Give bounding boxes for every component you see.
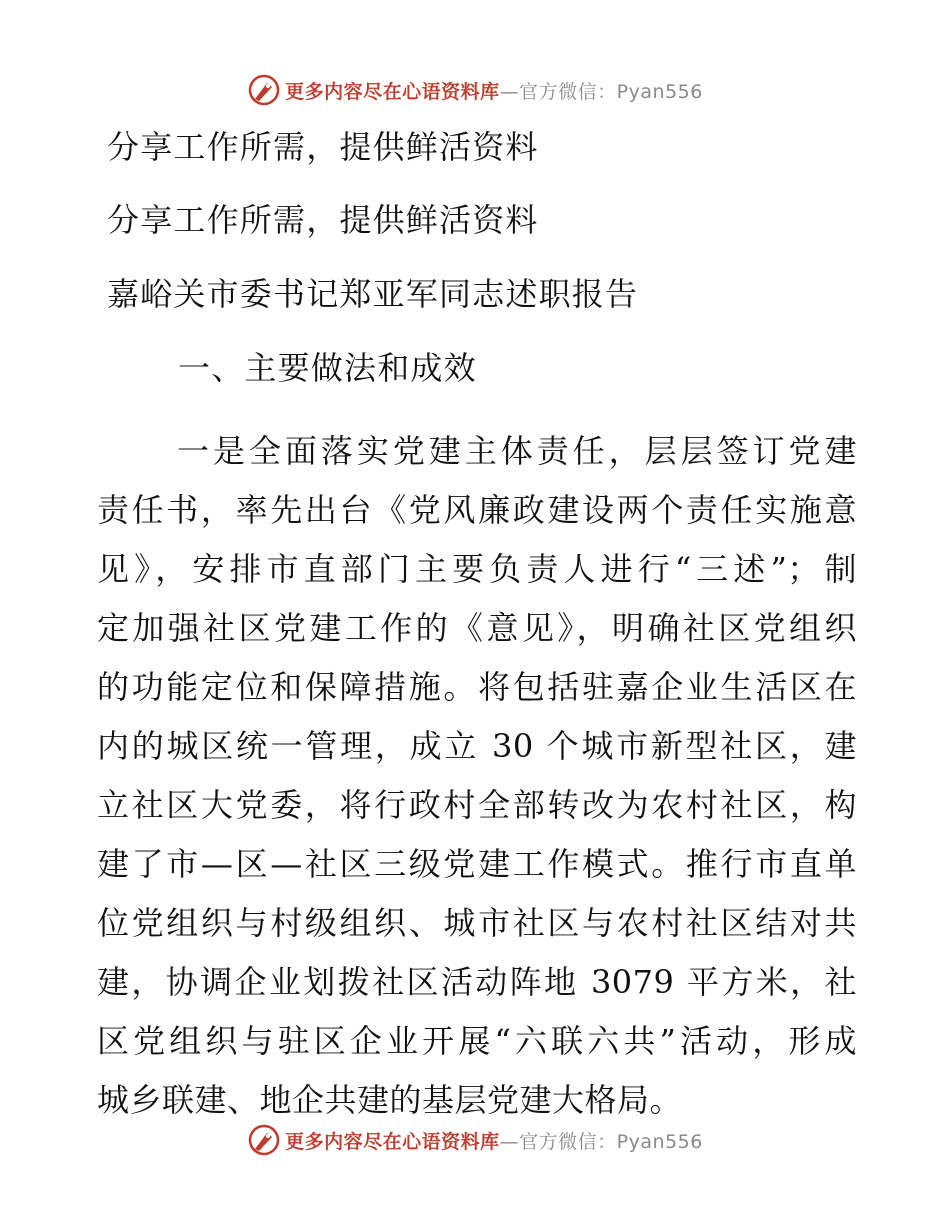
paragraph-line: 一是全面落实党建主体责任，层层签订党建: [177, 432, 857, 470]
header-line-1: 分享工作所需，提供鲜活资料: [107, 128, 539, 166]
paragraph-line: 责任书，率先出台《党风廉政建设两个责任实施意: [97, 491, 857, 529]
paragraph-line: 位党组织与村级组织、城市社区与农村社区结对共: [97, 904, 857, 942]
paragraph-line: 的功能定位和保障措施。将包括驻嘉企业生活区在: [97, 668, 857, 706]
watermark-top: [0, 70, 950, 110]
paragraph-line: 建了市—区—社区三级党建工作模式。推行市直单: [97, 845, 857, 883]
paragraph-line: 区党组织与驻区企业开展“六联六共”活动，形成: [97, 1022, 857, 1060]
header-line-2: 分享工作所需，提供鲜活资料: [107, 201, 539, 239]
paragraph-line: 定加强社区党建工作的《意见》，明确社区党组织: [97, 609, 857, 647]
section-heading: 一、主要做法和成效: [178, 349, 477, 387]
watermark-prefix: 更多内容尽在心语资料库: [285, 80, 500, 103]
paragraph-line: 内的城区统一管理，成立 30 个城市新型社区，建: [97, 727, 857, 765]
paragraph-line: 见》，安排市直部门主要负责人进行“三述”；制: [97, 550, 857, 588]
document-title: 嘉峪关市委书记郑亚军同志述职报告: [107, 275, 639, 313]
pen-nib-logo-icon: [247, 73, 281, 107]
paragraph-line: 建，协调企业划拨社区活动阵地 3079 平方米，社: [97, 963, 857, 1001]
paragraph-line: 城乡联建、地企共建的基层党建大格局。: [97, 1081, 683, 1119]
body-paragraph: [97, 422, 857, 1130]
watermark-bottom: [0, 1120, 950, 1160]
watermark-prefix: 更多内容尽在心语资料库: [285, 1130, 500, 1153]
watermark-suffix: —官方微信：Pyan556: [499, 80, 703, 103]
paragraph-line: 立社区大党委，将行政村全部转改为农村社区，构: [97, 786, 857, 824]
pen-nib-logo-icon: [247, 1123, 281, 1157]
watermark-suffix: —官方微信：Pyan556: [499, 1130, 703, 1153]
